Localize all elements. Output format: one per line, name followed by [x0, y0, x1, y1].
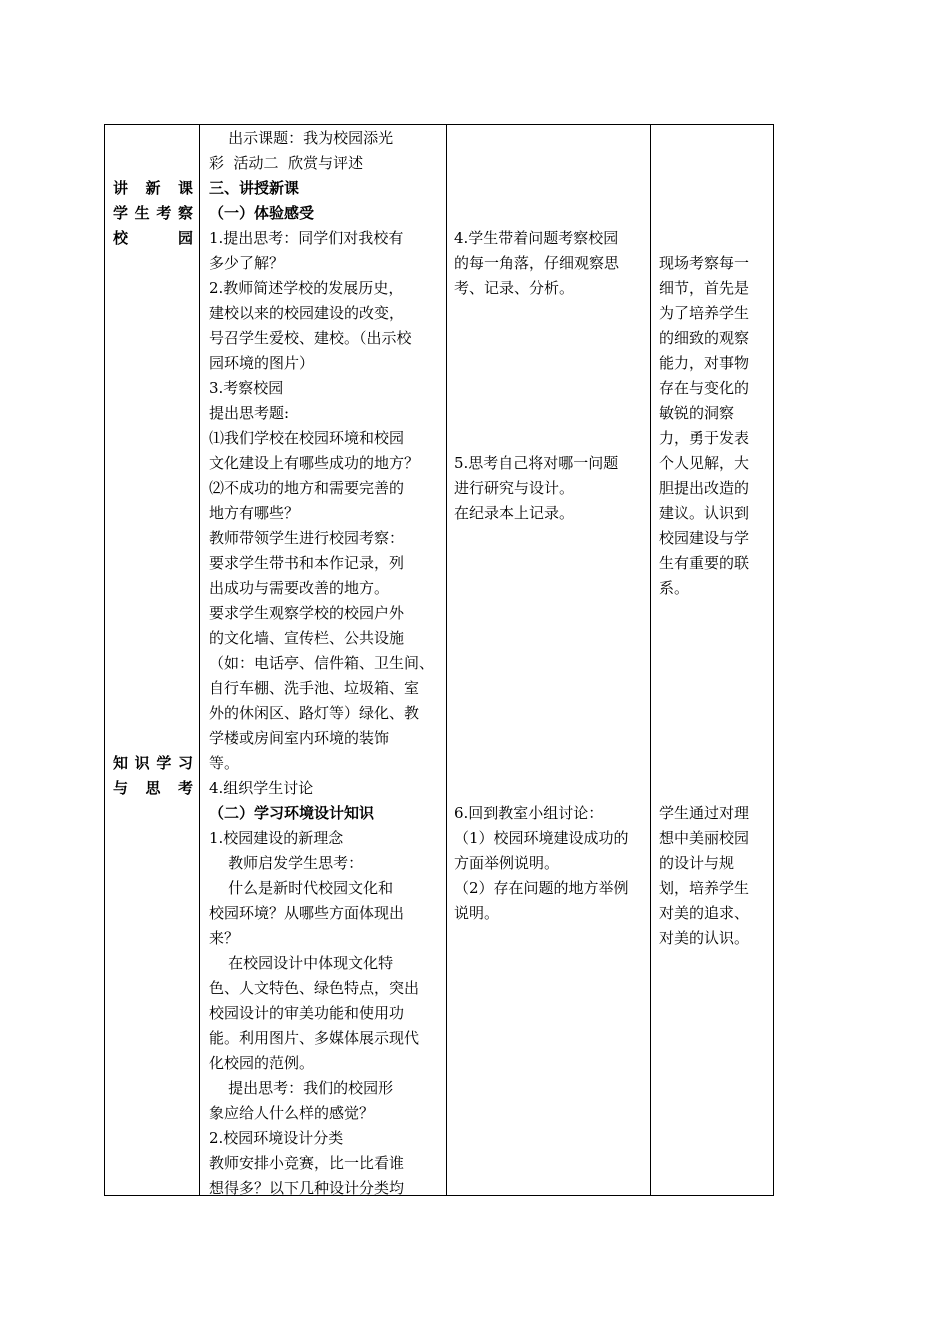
intent-text-line: 建议。认识到	[659, 504, 750, 522]
intent-text-line: 对美的追求、	[659, 904, 750, 922]
stage-label-line: 学生考察	[113, 204, 193, 222]
teacher-text-line: 来？	[209, 929, 240, 947]
stage-label-line: 讲新课	[113, 179, 193, 197]
teacher-text-line: 象应给人什么样的感觉？	[209, 1104, 375, 1122]
teacher-text-line: 出示课题：我为校园添光	[209, 129, 394, 147]
teacher-text-line: 的文化墙、宣传栏、公共设施	[209, 629, 405, 647]
lesson-plan-table	[104, 124, 774, 1196]
teacher-text-line: 要求学生观察学校的校园户外	[209, 604, 405, 622]
student-text-line: 方面举例说明。	[454, 854, 560, 872]
intent-text-line: 个人见解，大	[659, 454, 750, 472]
teacher-text-line: 出成功与需要改善的地方。	[209, 579, 390, 597]
teacher-text-line: 教师带领学生进行校园考察：	[209, 529, 405, 547]
teacher-text-line: 能。利用图片、多媒体展示现代	[209, 1029, 420, 1047]
teacher-text-line: 三、讲授新课	[209, 179, 300, 197]
student-text-line: 进行研究与设计。	[454, 479, 575, 497]
student-text-line: 6.回到教室小组讨论：	[454, 804, 604, 822]
teacher-text-line: （一）体验感受	[209, 204, 315, 222]
teacher-text-line: ⑴我们学校在校园环境和校园	[209, 429, 405, 447]
intent-text-line: 的细致的观察	[659, 329, 750, 347]
teacher-activity-column	[209, 126, 441, 1201]
stage-label-line: 知识学习	[113, 754, 193, 772]
teacher-text-line: （如：电话亭、信件箱、卫生间、	[209, 654, 435, 672]
teacher-text-line: 2.校园环境设计分类	[209, 1129, 344, 1147]
stage-label-line: 校园	[113, 229, 193, 247]
intent-text-line: 学生通过对理	[659, 804, 750, 822]
teacher-text-line: 4.组织学生讨论	[209, 779, 314, 797]
student-text-line: 在纪录本上记录。	[454, 504, 575, 522]
student-activity-discussion	[454, 801, 644, 926]
intent-text-line: 细节，首先是	[659, 279, 750, 297]
teacher-text-line: 校园环境？从哪些方面体现出	[209, 904, 405, 922]
column-divider	[199, 125, 200, 1195]
student-activity-research	[454, 451, 644, 526]
stage-label-line: 与思考	[113, 779, 193, 797]
intent-text-line: 敏锐的洞察	[659, 404, 735, 422]
design-intent-design	[659, 801, 767, 951]
teacher-text-line: 化校园的范例。	[209, 1054, 315, 1072]
student-text-line: （1）校园环境建设成功的	[454, 829, 629, 847]
intent-text-line: 胆提出改造的	[659, 479, 750, 497]
teacher-text-line: 1.提出思考：同学们对我校有	[209, 229, 404, 247]
teacher-text-line: 多少了解？	[209, 254, 285, 272]
teacher-text-line: 文化建设上有哪些成功的地方？	[209, 454, 420, 472]
teacher-text-line: （二）学习环境设计知识	[209, 804, 375, 822]
intent-text-line: 的设计与规	[659, 854, 735, 872]
column-divider	[446, 125, 447, 1195]
teacher-text-line: 3.考察校园	[209, 379, 284, 397]
student-text-line: 说明。	[454, 904, 500, 922]
intent-text-line: 划，培养学生	[659, 879, 750, 897]
intent-text-line: 为了培养学生	[659, 304, 750, 322]
intent-text-line: 生有重要的联	[659, 554, 750, 572]
intent-text-line: 校园建设与学	[659, 529, 750, 547]
stage-label-knowledge	[113, 751, 193, 801]
student-text-line: 4.学生带着问题考察校园	[454, 229, 619, 247]
teacher-text-line: 地方有哪些？	[209, 504, 300, 522]
intent-text-line: 现场考察每一	[659, 254, 750, 272]
teacher-text-line: 外的休闲区、路灯等）绿化、教	[209, 704, 420, 722]
student-text-line: 的每一角落，仔细观察思	[454, 254, 620, 272]
design-intent-observe	[659, 251, 767, 601]
intent-text-line: 系。	[659, 579, 690, 597]
teacher-text-line: 学楼或房间室内环境的装饰	[209, 729, 390, 747]
student-text-line: 5.思考自己将对哪一问题	[454, 454, 619, 472]
teacher-text-line: 2.教师简述学校的发展历史，	[209, 279, 404, 297]
teacher-text-line: 校园设计的审美功能和使用功	[209, 1004, 405, 1022]
teacher-text-line: 建校以来的校园建设的改变，	[209, 304, 405, 322]
student-text-line: （2）存在问题的地方举例	[454, 879, 629, 897]
teacher-text-line: 彩 活动二 欣赏与评述	[209, 154, 364, 172]
teacher-text-line: 什么是新时代校园文化和	[209, 879, 394, 897]
teacher-text-line: 号召学生爱校、建校。（出示校	[209, 329, 412, 347]
teacher-text-line: ⑵不成功的地方和需要完善的	[209, 479, 405, 497]
teacher-text-line: 要求学生带书和本作记录，列	[209, 554, 405, 572]
intent-text-line: 对美的认识。	[659, 929, 750, 947]
teacher-text-line: 在校园设计中体现文化特	[209, 954, 394, 972]
teacher-text-line: 提出思考题:	[209, 404, 290, 422]
teacher-text-line: 1.校园建设的新理念	[209, 829, 344, 847]
intent-text-line: 力，勇于发表	[659, 429, 750, 447]
teacher-text-line: 自行车棚、洗手池、垃圾箱、室	[209, 679, 420, 697]
stage-label-new-lesson	[113, 176, 193, 251]
teacher-text-line: 提出思考：我们的校园形	[209, 1079, 394, 1097]
teacher-text-line: 等。	[209, 754, 240, 772]
student-text-line: 考、记录、分析。	[454, 279, 575, 297]
teacher-text-line: 教师启发学生思考：	[209, 854, 364, 872]
teacher-text-line: 教师安排小竞赛，比一比看谁	[209, 1154, 405, 1172]
teacher-text-line: 想得多？以下几种设计分类均	[209, 1179, 405, 1197]
teacher-text-line: 园环境的图片）	[209, 354, 315, 372]
intent-text-line: 存在与变化的	[659, 379, 750, 397]
teacher-text-line: 色、人文特色、绿色特点，突出	[209, 979, 420, 997]
student-activity-observe	[454, 226, 644, 301]
intent-text-line: 能力，对事物	[659, 354, 750, 372]
column-divider	[650, 125, 651, 1195]
intent-text-line: 想中美丽校园	[659, 829, 750, 847]
